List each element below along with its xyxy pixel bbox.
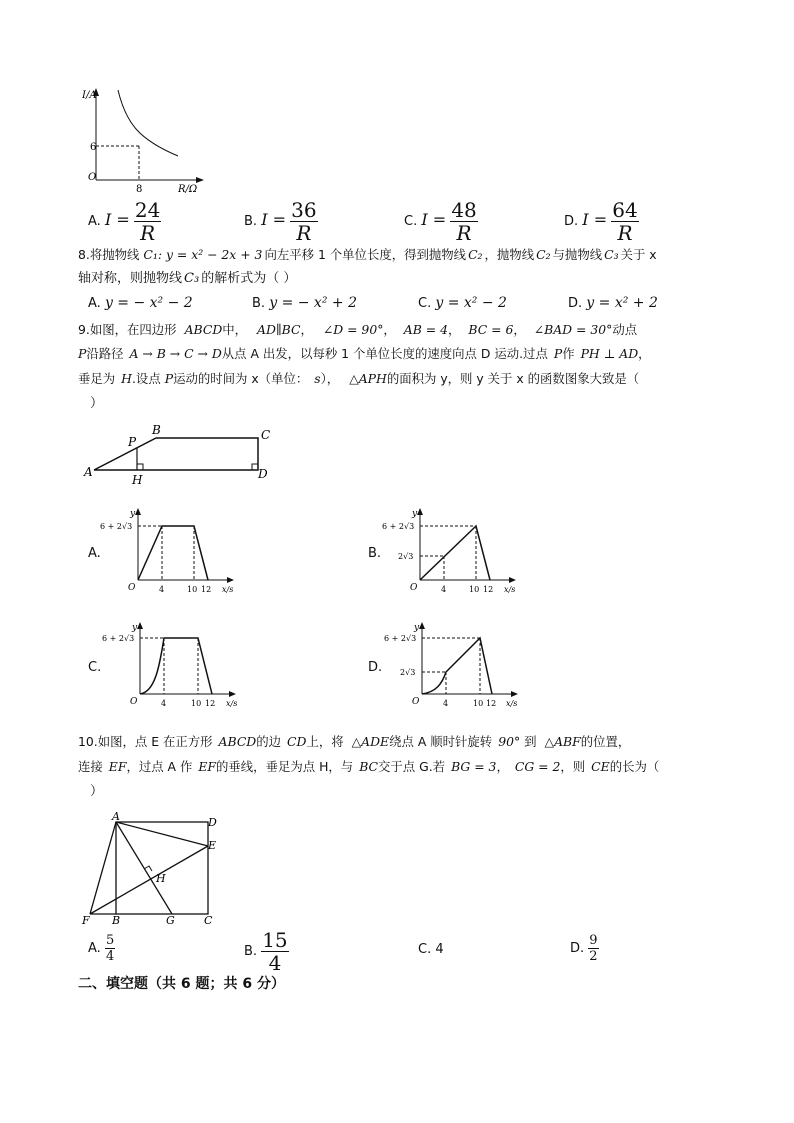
- svg-text:10: 10: [187, 585, 198, 594]
- q8-option-a[interactable]: A. y = − x² − 2: [88, 295, 193, 311]
- q7-option-a[interactable]: A. I = $\frac{24}{R}$: [88, 198, 161, 245]
- svg-text:y: y: [130, 509, 136, 519]
- q9-option-c[interactable]: C.: [88, 660, 102, 675]
- q10-line1: 10.如图，点 E 在正方形 ABCD的边 CD上，将 △ADE绕点 A 顺时针旋转 90° 到 △ABF的位置，: [78, 734, 631, 749]
- label-b: B: [152, 423, 161, 437]
- svg-text:6 + 2√3: 6 + 2√3: [384, 634, 417, 643]
- svg-text:10: 10: [473, 699, 484, 708]
- q7-option-d[interactable]: D. I = $\frac{64}{R}$: [564, 198, 638, 245]
- label-a: A: [84, 465, 93, 479]
- label-d: D: [208, 816, 217, 829]
- q8-line1: 8.将抛物线 C₁: y = x² − 2x + 3 向左平移 1 个单位长度，得到抛物线 C₂ ，抛物线 C₂ 与抛物线 C₃ 关于 x: [78, 247, 657, 262]
- svg-text:12: 12: [486, 699, 497, 708]
- svg-text:y: y: [414, 623, 420, 633]
- svg-text:6 + 2√3: 6 + 2√3: [382, 522, 415, 531]
- label-g: G: [166, 914, 175, 926]
- q9-line2: P沿路径 A → B → C → D从点 A 出发，以每秒 1 个单位长度的速度向点 D 运动.过点 P作 PH ⊥ AD，: [78, 346, 651, 361]
- q9-graph-c: [98, 622, 248, 710]
- svg-text:12: 12: [205, 699, 216, 708]
- section-heading-fill-in: 二、填空题（共 6 题；共 6 分）: [78, 976, 285, 992]
- svg-text:4: 4: [161, 699, 167, 708]
- q8-line2: 轴对称，则抛物线 C₃ 的解析式为（ ）: [78, 271, 297, 286]
- q10-line3: ）: [90, 784, 104, 799]
- svg-text:10: 10: [191, 699, 202, 708]
- svg-text:2√3: 2√3: [400, 668, 416, 677]
- svg-text:10: 10: [469, 585, 480, 594]
- label-c: C: [204, 914, 213, 926]
- y-tick: 6: [90, 142, 97, 153]
- q7-option-b[interactable]: B. I = $\frac{36}{R}$: [244, 198, 317, 245]
- q8-option-c[interactable]: C. y = x² − 2: [418, 295, 507, 311]
- svg-text:O: O: [130, 697, 138, 707]
- q8-option-b[interactable]: B. y = − x² + 2: [252, 295, 357, 311]
- q10-option-b[interactable]: B. $\frac{15}{4}$: [244, 928, 288, 975]
- label-c: C: [261, 428, 271, 442]
- svg-text:x/s: x/s: [226, 699, 238, 708]
- svg-text:4: 4: [443, 699, 449, 708]
- q10-square-figure: [80, 808, 230, 926]
- q10-option-c[interactable]: C. 4: [418, 942, 444, 957]
- svg-text:12: 12: [483, 585, 494, 594]
- label-e: E: [208, 839, 217, 852]
- q9-line1: 9.如图，在四边形 ABCD中， AD∥BC， ∠D = 90°， AB = 4， BC = 6， ∠BAD = 30°动点: [78, 322, 638, 337]
- svg-text:O: O: [410, 583, 418, 593]
- svg-text:4: 4: [441, 585, 447, 594]
- label-d: D: [258, 467, 268, 481]
- svg-text:O: O: [128, 583, 136, 593]
- x-tick: 8: [136, 184, 143, 194]
- label-h: H: [156, 872, 166, 885]
- label-f: F: [82, 914, 90, 926]
- xlabel: R/Ω: [178, 184, 198, 194]
- svg-text:2√3: 2√3: [398, 552, 414, 561]
- svg-text:x/s: x/s: [504, 585, 516, 594]
- q9-graph-a: [96, 508, 246, 596]
- inverse-graph: [82, 84, 212, 194]
- q9-option-a[interactable]: A.: [88, 546, 101, 561]
- q10-line2: 连接 EF，过点 A 作 EF的垂线，垂足为点 H，与 BC交于点 G.若 BG = 3， CG = 2，则 CE的长为（: [78, 759, 660, 774]
- label-b: B: [112, 914, 121, 926]
- q9-trapezoid-figure: [80, 422, 280, 486]
- ylabel: I/A: [82, 90, 97, 101]
- origin: O: [88, 172, 97, 183]
- q9-line3: 垂足为 H.设点 P运动的时间为 x（单位： s）， △APH的面积为 y，则 y 关于 x 的函数图象大致是（: [78, 371, 640, 386]
- q10-option-a[interactable]: A. $\frac{5}{4}$: [88, 933, 115, 964]
- svg-text:y: y: [132, 623, 138, 633]
- q8-option-d[interactable]: D. y = x² + 2: [568, 295, 658, 311]
- svg-text:x/s: x/s: [506, 699, 518, 708]
- q9-option-b[interactable]: B.: [368, 546, 382, 561]
- q10-option-d[interactable]: D. $\frac{9}{2}$: [570, 933, 598, 964]
- svg-text:4: 4: [159, 585, 165, 594]
- label-p: P: [128, 435, 137, 449]
- q9-line4: ）: [90, 396, 104, 411]
- q7-option-c[interactable]: C. I = $\frac{48}{R}$: [404, 198, 477, 245]
- q9-option-d[interactable]: D.: [368, 660, 383, 675]
- svg-text:6 + 2√3: 6 + 2√3: [102, 634, 135, 643]
- svg-text:O: O: [412, 697, 420, 707]
- svg-text:y: y: [412, 509, 418, 519]
- q9-graph-b: [378, 508, 528, 596]
- label-a: A: [112, 810, 120, 823]
- label-h: H: [132, 473, 143, 486]
- svg-text:x/s: x/s: [222, 585, 234, 594]
- q9-graph-d: [380, 622, 530, 710]
- svg-text:6 + 2√3: 6 + 2√3: [100, 522, 133, 531]
- svg-text:12: 12: [201, 585, 212, 594]
